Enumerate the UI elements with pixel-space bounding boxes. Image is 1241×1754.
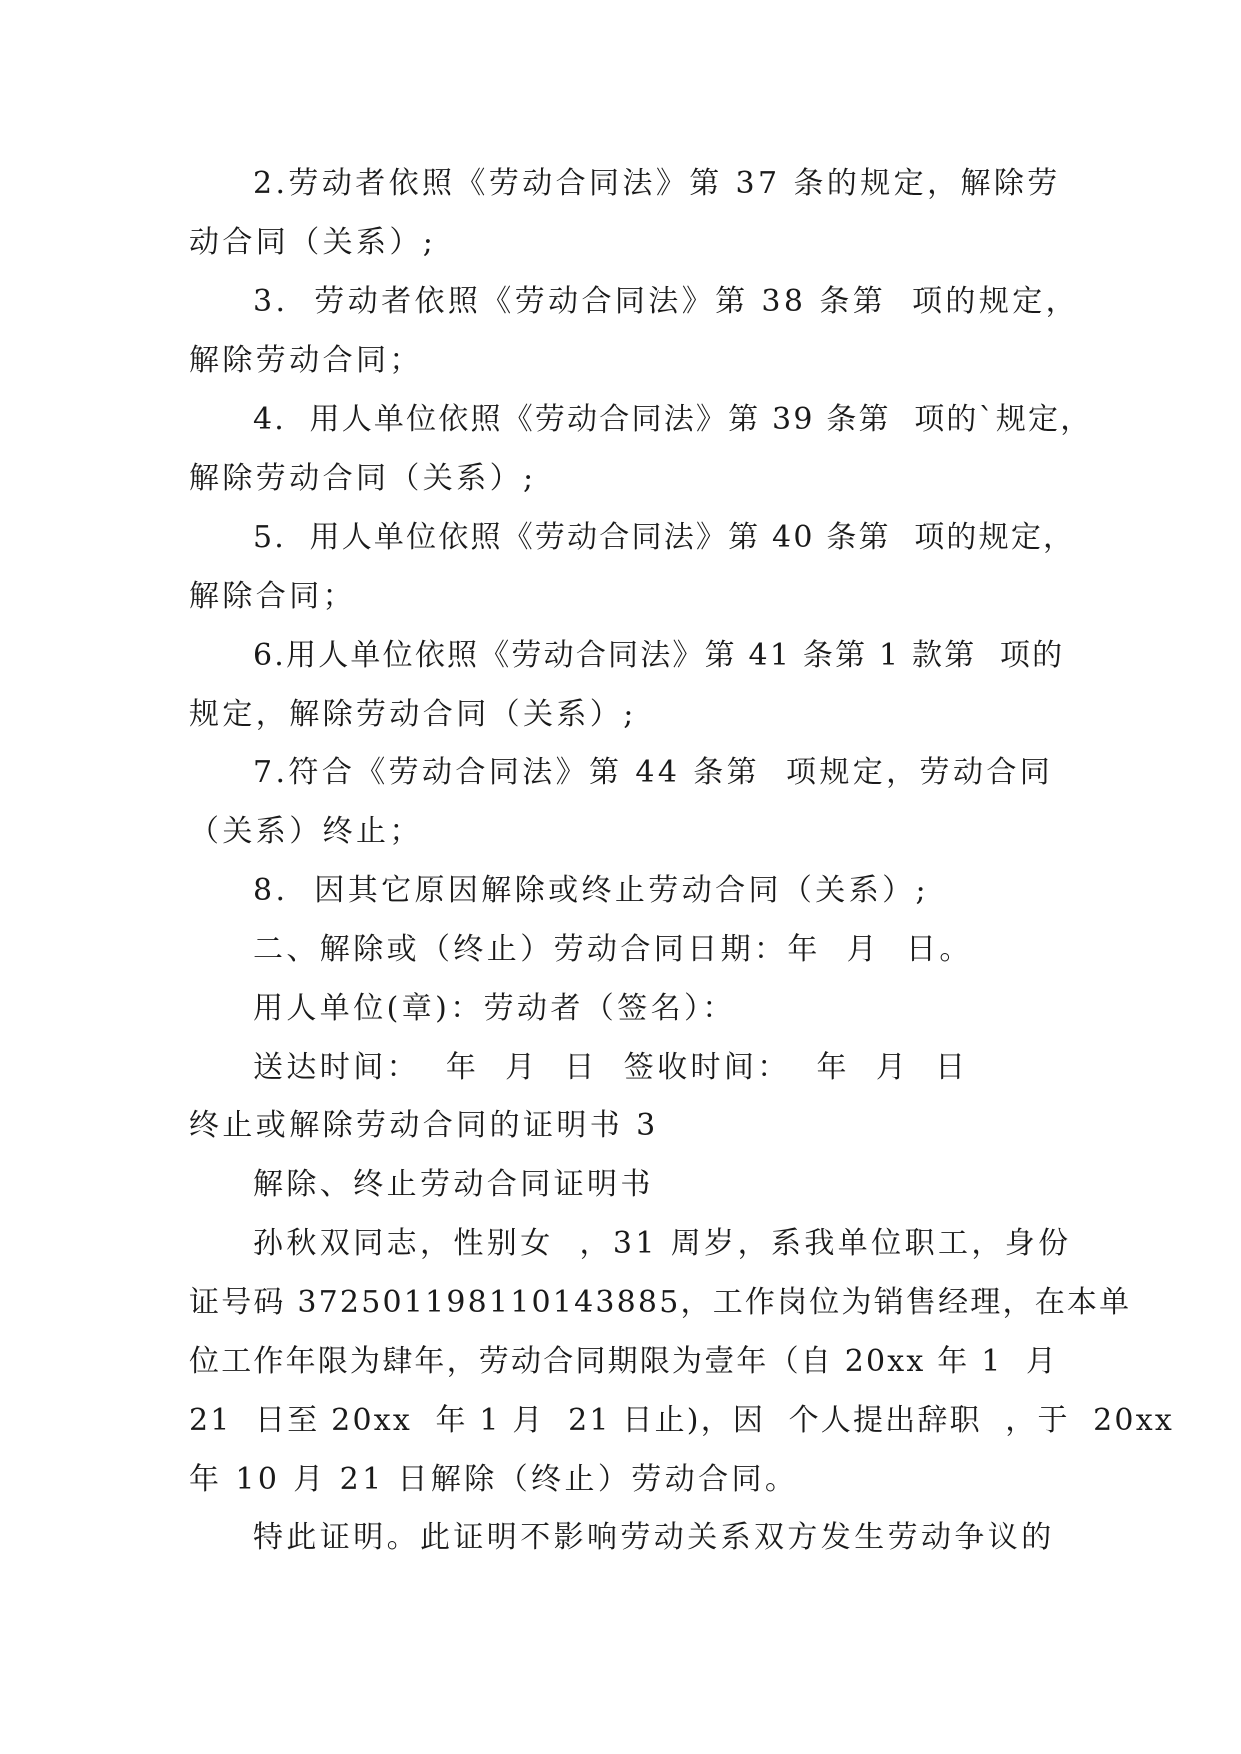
certificate-title: 解除、终止劳动合同证明书 xyxy=(253,1167,654,1202)
list-item-6-line-1: 6.用人单位依照《劳动合同法》第 41 条第 1 款第 项的 xyxy=(253,638,1065,673)
list-item-3-line-2: 解除劳动合同； xyxy=(189,343,423,378)
closing-line: 特此证明。此证明不影响劳动关系双方发生劳动争议的 xyxy=(253,1520,1055,1555)
list-item-2-line-2: 动合同（关系）; xyxy=(189,225,437,260)
list-item-4-line-1: 4. 用人单位依照《劳动合同法》第 39 条第 项的`规定， xyxy=(253,402,1093,437)
section-heading: 终止或解除劳动合同的证明书 3 xyxy=(189,1108,659,1143)
list-item-6-line-2: 规定，解除劳动合同（关系）; xyxy=(189,697,637,732)
list-item-4-line-2: 解除劳动合同（关系）; xyxy=(189,461,537,496)
delivery-time-line: 送达时间： 年 月 日 签收时间： 年 月 日 xyxy=(253,1050,969,1085)
list-item-8: 8. 因其它原因解除或终止劳动合同（关系）; xyxy=(253,873,930,908)
list-item-7-line-1: 7.符合《劳动合同法》第 44 条第 项规定，劳动合同 xyxy=(253,755,1054,790)
list-item-2-line-1: 2.劳动者依照《劳动合同法》第 37 条的规定，解除劳 xyxy=(253,166,1061,201)
body-line-4: 21 日至 20xx 年 1 月 21 日止)，因 个人提出辞职 ，于 20xx xyxy=(189,1403,1174,1438)
signature-line: 用人单位(章)：劳动者（签名）： xyxy=(253,991,736,1026)
body-line-3: 位工作年限为肆年，劳动合同期限为壹年（自 20xx 年 1 月 xyxy=(189,1344,1059,1379)
termination-date-line: 二、解除或（终止）劳动合同日期：年 月 日。 xyxy=(253,932,973,967)
list-item-7-line-2: （关系）终止； xyxy=(189,814,423,849)
list-item-5-line-1: 5. 用人单位依照《劳动合同法》第 40 条第 项的规定， xyxy=(253,520,1076,555)
list-item-5-line-2: 解除合同； xyxy=(189,579,356,614)
body-line-1: 孙秋双同志，性别女 ，31 周岁，系我单位职工，身份 xyxy=(253,1226,1072,1261)
list-item-3-line-1: 3. 劳动者依照《劳动合同法》第 38 条第 项的规定， xyxy=(253,284,1080,319)
body-line-2: 证号码 372501198110143885，工作岗位为销售经理，在本单 xyxy=(189,1285,1132,1320)
body-line-5: 年 10 月 21 日解除（终止）劳动合同。 xyxy=(189,1462,799,1497)
